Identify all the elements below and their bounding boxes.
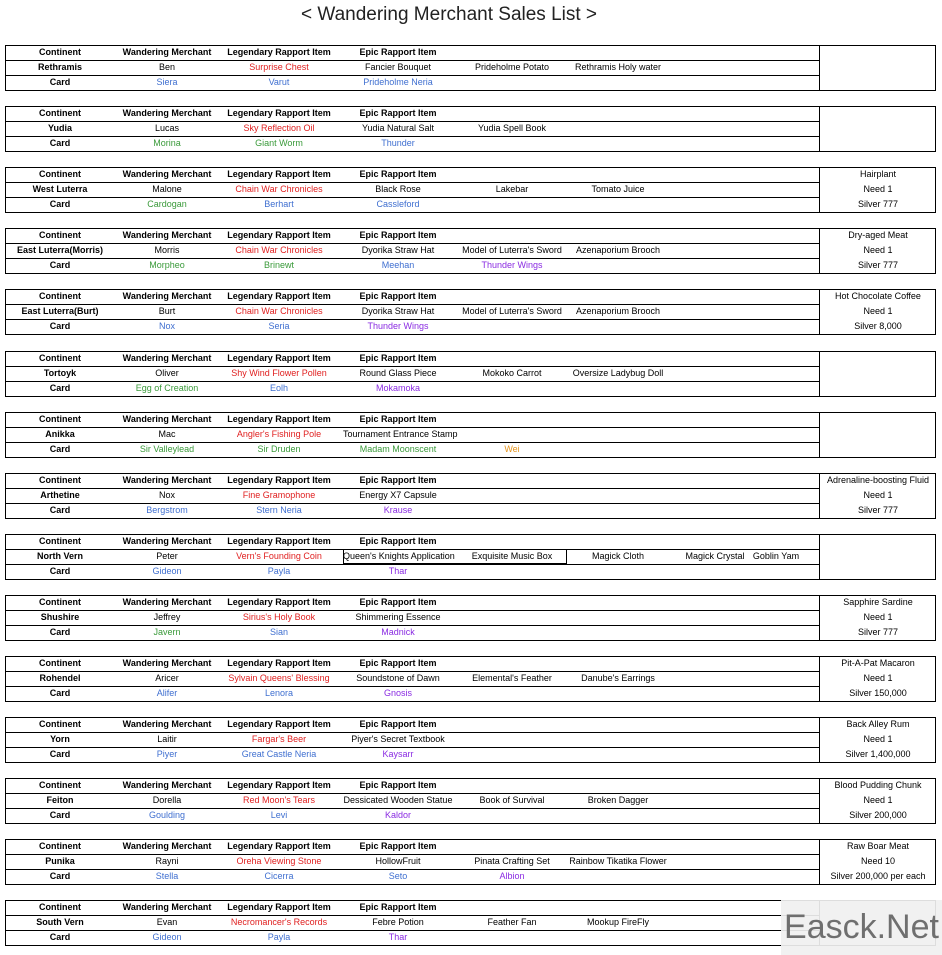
- legendary-item: Fargar's Beer: [251, 734, 307, 744]
- card-row: [5, 747, 820, 762]
- legendary-item: Chain War Chronicles: [235, 245, 323, 255]
- epic-item: Prideholme Potato: [474, 62, 550, 72]
- legendary-header: Legendary Rapport Item: [227, 902, 331, 912]
- continent-header: Continent: [39, 475, 81, 485]
- merchant-header: Wandering Merchant: [122, 658, 212, 668]
- item-row: [5, 732, 820, 747]
- merchant-header: Wandering Merchant: [122, 841, 212, 851]
- side-info: Silver 1,400,000: [845, 749, 911, 759]
- merchant-name: Jeffrey: [153, 612, 181, 622]
- card-label: Card: [49, 321, 71, 331]
- merchant-name: Oliver: [155, 368, 179, 378]
- card-name: Giant Worm: [255, 138, 303, 148]
- card-name: Thunder Wings: [481, 260, 543, 270]
- card-label: Card: [49, 77, 71, 87]
- side-info: Adrenaline-boosting Fluid: [826, 475, 930, 485]
- card-row: [5, 564, 820, 579]
- item-row: [5, 243, 820, 258]
- continent-name: Feiton: [46, 795, 74, 805]
- card-row: [5, 258, 820, 273]
- epic-item: Black Rose: [375, 184, 421, 194]
- item-row: [5, 671, 820, 686]
- header-row: [5, 595, 820, 610]
- card-name: Thunder Wings: [367, 321, 429, 331]
- card-name: Madnick: [381, 627, 415, 637]
- side-info: Raw Boar Meat: [846, 841, 910, 851]
- header-row: [5, 839, 820, 854]
- epic-header: Epic Rapport Item: [359, 719, 437, 729]
- card-label: Card: [49, 505, 71, 515]
- card-name: Levi: [270, 810, 288, 820]
- continent-header: Continent: [39, 780, 81, 790]
- item-row: [5, 121, 820, 136]
- card-label: Card: [49, 627, 71, 637]
- continent-name: East Luterra(Morris): [16, 245, 104, 255]
- legendary-item: Surprise Chest: [249, 62, 309, 72]
- header-row: [5, 45, 820, 60]
- legendary-header: Legendary Rapport Item: [227, 780, 331, 790]
- legendary-item: Red Moon's Tears: [242, 795, 316, 805]
- card-name: Eolh: [269, 383, 288, 393]
- side-info: Hairplant: [859, 169, 897, 179]
- epic-item: Dessicated Wooden Statue: [343, 795, 453, 805]
- header-row: [5, 167, 820, 182]
- merchant-block: [5, 839, 936, 885]
- card-label: Card: [49, 932, 71, 942]
- legendary-item: Angler's Fishing Pole: [236, 429, 322, 439]
- merchant-name: Laitir: [157, 734, 177, 744]
- epic-header: Epic Rapport Item: [359, 902, 437, 912]
- card-label: Card: [49, 688, 71, 698]
- header-row: [5, 900, 820, 915]
- card-name: Wei: [504, 444, 520, 454]
- card-row: [5, 136, 820, 151]
- card-name: Alifer: [156, 688, 178, 698]
- side-info: Need 1: [863, 306, 893, 316]
- card-name: Payla: [267, 566, 291, 576]
- continent-header: Continent: [39, 902, 81, 912]
- card-row: [5, 686, 820, 701]
- card-name: Thar: [388, 566, 408, 576]
- page-title: < Wandering Merchant Sales List >: [300, 4, 598, 25]
- epic-header: Epic Rapport Item: [359, 658, 437, 668]
- epic-header: Epic Rapport Item: [359, 108, 437, 118]
- header-row: [5, 228, 820, 243]
- merchant-header: Wandering Merchant: [122, 291, 212, 301]
- continent-name: North Vern: [36, 551, 83, 561]
- card-name: Prideholme Neria: [363, 77, 433, 87]
- merchant-block: [5, 412, 936, 458]
- merchant-header: Wandering Merchant: [122, 597, 212, 607]
- side-info: Silver 150,000: [849, 688, 907, 698]
- epic-item: Danube's Earrings: [581, 673, 655, 683]
- card-label: Card: [49, 260, 71, 270]
- epic-item: Model of Luterra's Sword: [462, 306, 562, 316]
- side-info: Back Alley Rum: [846, 719, 910, 729]
- item-row: [5, 304, 820, 319]
- card-name: Bergstrom: [146, 505, 188, 515]
- continent-name: Arthetine: [40, 490, 80, 500]
- card-name: Thunder: [381, 138, 415, 148]
- epic-item: Tomato Juice: [591, 184, 645, 194]
- header-row: [5, 473, 820, 488]
- merchant-block: [5, 106, 936, 152]
- card-label: Card: [49, 871, 71, 881]
- merchant-header: Wandering Merchant: [122, 108, 212, 118]
- continent-name: South Vern: [36, 917, 84, 927]
- merchant-name: Burt: [158, 306, 176, 316]
- epic-item: Broken Dagger: [587, 795, 649, 805]
- merchant-header: Wandering Merchant: [122, 902, 212, 912]
- card-row: [5, 625, 820, 640]
- side-info: Silver 777: [857, 505, 899, 515]
- epic-header: Epic Rapport Item: [359, 841, 437, 851]
- card-name: Sian: [269, 627, 288, 637]
- merchant-name: Malone: [152, 184, 182, 194]
- epic-header: Epic Rapport Item: [359, 47, 437, 57]
- header-row: [5, 656, 820, 671]
- card-name: Kaysarr: [382, 749, 414, 759]
- epic-item: Dyorika Straw Hat: [361, 245, 435, 255]
- card-name: Varut: [268, 77, 290, 87]
- card-name: Payla: [267, 932, 291, 942]
- card-name: Cassleford: [376, 199, 420, 209]
- side-info: Need 10: [860, 856, 896, 866]
- merchant-header: Wandering Merchant: [122, 719, 212, 729]
- merchant-block: [5, 289, 936, 335]
- header-row: [5, 351, 820, 366]
- side-info: Hot Chocolate Coffee: [835, 291, 921, 301]
- continent-header: Continent: [39, 597, 81, 607]
- card-row: [5, 381, 820, 396]
- item-row: [5, 488, 820, 503]
- side-info: Silver 777: [857, 199, 899, 209]
- legendary-item: Fine Gramophone: [242, 490, 316, 500]
- card-row: [5, 75, 820, 90]
- side-info: Need 1: [863, 795, 893, 805]
- epic-header: Epic Rapport Item: [359, 780, 437, 790]
- epic-header: Epic Rapport Item: [359, 414, 437, 424]
- item-row: [5, 427, 820, 442]
- header-row: [5, 717, 820, 732]
- header-row: [5, 412, 820, 427]
- card-name: Cicerra: [264, 871, 294, 881]
- merchant-block: [5, 717, 936, 763]
- card-label: Card: [49, 566, 71, 576]
- merchant-block: [5, 595, 936, 641]
- legendary-header: Legendary Rapport Item: [227, 414, 331, 424]
- merchant-block: [5, 656, 936, 702]
- card-name: Sir Druden: [257, 444, 301, 454]
- card-label: Card: [49, 383, 71, 393]
- epic-item: Yudia Natural Salt: [361, 123, 435, 133]
- epic-item: Mookup FireFly: [586, 917, 649, 927]
- card-name: Gideon: [152, 566, 182, 576]
- side-info: Blood Pudding Chunk: [834, 780, 922, 790]
- legendary-item: Chain War Chronicles: [235, 184, 323, 194]
- card-name: Meehan: [381, 260, 415, 270]
- continent-header: Continent: [39, 353, 81, 363]
- epic-item: Elemental's Feather: [472, 673, 552, 683]
- legendary-header: Legendary Rapport Item: [227, 47, 331, 57]
- side-info: Silver 200,000 per each: [830, 871, 926, 881]
- merchant-block: [5, 228, 936, 274]
- epic-item: Round Glass Piece: [359, 368, 437, 378]
- merchant-name: Morris: [154, 245, 180, 255]
- continent-header: Continent: [39, 47, 81, 57]
- merchant-block: [5, 473, 936, 519]
- legendary-header: Legendary Rapport Item: [227, 658, 331, 668]
- legendary-header: Legendary Rapport Item: [227, 841, 331, 851]
- card-label: Card: [49, 138, 71, 148]
- card-name: Cardogan: [147, 199, 187, 209]
- legendary-item: Chain War Chronicles: [235, 306, 323, 316]
- card-name: Nox: [158, 321, 175, 331]
- item-row: [5, 60, 820, 75]
- side-info: Need 1: [863, 245, 893, 255]
- merchant-block: [5, 167, 936, 213]
- continent-header: Continent: [39, 658, 81, 668]
- merchant-block: [5, 534, 936, 580]
- card-name: Seto: [388, 871, 408, 881]
- epic-item: Queen's Knights Application: [343, 551, 455, 561]
- continent-header: Continent: [39, 169, 81, 179]
- item-row: [5, 182, 820, 197]
- epic-item: Magick Crystal: [685, 551, 745, 561]
- merchant-name: Peter: [156, 551, 178, 561]
- side-info: Need 1: [863, 184, 893, 194]
- header-row: [5, 778, 820, 793]
- epic-item: Model of Luterra's Sword: [462, 245, 562, 255]
- header-row: [5, 289, 820, 304]
- side-info: Silver 8,000: [854, 321, 902, 331]
- epic-item: Rainbow Tikatika Flower: [569, 856, 667, 866]
- legendary-header: Legendary Rapport Item: [227, 597, 331, 607]
- epic-item: Soundstone of Dawn: [356, 673, 440, 683]
- side-info: Need 1: [863, 490, 893, 500]
- epic-group-outline: [343, 549, 567, 564]
- card-row: [5, 503, 820, 518]
- merchant-block: [5, 351, 936, 397]
- continent-header: Continent: [39, 536, 81, 546]
- continent-name: Punika: [45, 856, 75, 866]
- legendary-header: Legendary Rapport Item: [227, 291, 331, 301]
- card-name: Lenora: [264, 688, 294, 698]
- legendary-item: Sylvain Queens' Blessing: [228, 673, 330, 683]
- epic-header: Epic Rapport Item: [359, 597, 437, 607]
- header-row: [5, 106, 820, 121]
- card-name: Kaldor: [384, 810, 411, 820]
- merchant-block: [5, 778, 936, 824]
- merchant-name: Rayni: [155, 856, 179, 866]
- side-info: Need 1: [863, 734, 893, 744]
- merchant-header: Wandering Merchant: [122, 169, 212, 179]
- continent-name: Rethramis: [37, 62, 82, 72]
- epic-item: Dyorika Straw Hat: [361, 306, 435, 316]
- epic-item: Book of Survival: [479, 795, 545, 805]
- continent-name: Tortoyk: [43, 368, 77, 378]
- epic-header: Epic Rapport Item: [359, 475, 437, 485]
- legendary-item: Sky Reflection Oil: [243, 123, 315, 133]
- side-info: Sapphire Sardine: [843, 597, 913, 607]
- side-info: Silver 200,000: [849, 810, 907, 820]
- legendary-header: Legendary Rapport Item: [227, 169, 331, 179]
- continent-header: Continent: [39, 291, 81, 301]
- epic-item: Oversize Ladybug Doll: [572, 368, 664, 378]
- item-row: [5, 854, 820, 869]
- epic-header: Epic Rapport Item: [359, 230, 437, 240]
- legendary-header: Legendary Rapport Item: [227, 108, 331, 118]
- card-name: Berhart: [264, 199, 294, 209]
- merchant-header: Wandering Merchant: [122, 230, 212, 240]
- epic-item: Magick Cloth: [591, 551, 645, 561]
- legendary-item: Sirius's Holy Book: [242, 612, 316, 622]
- epic-item: Yudia Spell Book: [477, 123, 547, 133]
- card-name: Seria: [268, 321, 290, 331]
- epic-header: Epic Rapport Item: [359, 353, 437, 363]
- card-name: Goulding: [148, 810, 186, 820]
- merchant-name: Lucas: [154, 123, 180, 133]
- legendary-header: Legendary Rapport Item: [227, 536, 331, 546]
- legendary-item: Vern's Founding Coin: [236, 551, 322, 561]
- card-name: Albion: [499, 871, 525, 881]
- continent-header: Continent: [39, 108, 81, 118]
- merchant-header: Wandering Merchant: [122, 47, 212, 57]
- continent-header: Continent: [39, 841, 81, 851]
- epic-item: Piyer's Secret Textbook: [351, 734, 445, 744]
- legendary-header: Legendary Rapport Item: [227, 353, 331, 363]
- card-row: [5, 930, 820, 945]
- header-row: [5, 534, 820, 549]
- card-name: Sir Valleylead: [139, 444, 195, 454]
- card-row: [5, 869, 820, 884]
- card-row: [5, 808, 820, 823]
- card-name: Javern: [153, 627, 181, 637]
- card-label: Card: [49, 810, 71, 820]
- card-name: Piyer: [156, 749, 178, 759]
- merchant-header: Wandering Merchant: [122, 536, 212, 546]
- merchant-name: Evan: [156, 917, 178, 927]
- epic-item: Feather Fan: [487, 917, 537, 927]
- epic-item: Exquisite Music Box: [471, 551, 553, 561]
- watermark: Easck.Net: [781, 900, 942, 955]
- card-name: Siera: [156, 77, 178, 87]
- card-name: Gideon: [152, 932, 182, 942]
- legendary-item: Oreha Viewing Stone: [236, 856, 322, 866]
- epic-item: Energy X7 Capsule: [359, 490, 437, 500]
- epic-header: Epic Rapport Item: [359, 169, 437, 179]
- card-name: Morpheo: [149, 260, 185, 270]
- card-name: Egg of Creation: [135, 383, 199, 393]
- continent-name: Shushire: [40, 612, 80, 622]
- side-info: Silver 777: [857, 627, 899, 637]
- merchant-name: Mac: [158, 429, 176, 439]
- side-info: Need 1: [863, 673, 893, 683]
- card-name: Stern Neria: [256, 505, 302, 515]
- merchant-name: Ben: [158, 62, 175, 72]
- legendary-header: Legendary Rapport Item: [227, 719, 331, 729]
- legendary-header: Legendary Rapport Item: [227, 230, 331, 240]
- card-label: Card: [49, 444, 71, 454]
- epic-item: Rethramis Holy water: [574, 62, 662, 72]
- card-label: Card: [49, 199, 71, 209]
- merchant-block: [5, 45, 936, 91]
- continent-name: Yorn: [50, 734, 70, 744]
- epic-item: Lakebar: [495, 184, 529, 194]
- continent-header: Continent: [39, 230, 81, 240]
- card-name: Morina: [153, 138, 181, 148]
- legendary-header: Legendary Rapport Item: [227, 475, 331, 485]
- continent-name: Rohendel: [39, 673, 81, 683]
- merchant-header: Wandering Merchant: [122, 353, 212, 363]
- item-row: [5, 793, 820, 808]
- side-info: Silver 777: [857, 260, 899, 270]
- card-name: Krause: [383, 505, 413, 515]
- epic-item: Azenaporium Brooch: [575, 306, 661, 316]
- continent-header: Continent: [39, 414, 81, 424]
- merchant-name: Dorella: [152, 795, 182, 805]
- epic-item: Febre Potion: [372, 917, 424, 927]
- legendary-item: Necromancer's Records: [230, 917, 328, 927]
- merchant-header: Wandering Merchant: [122, 475, 212, 485]
- continent-name: West Luterra: [32, 184, 88, 194]
- card-name: Gnosis: [383, 688, 412, 698]
- epic-item: Azenaporium Brooch: [575, 245, 661, 255]
- continent-name: Anikka: [45, 429, 75, 439]
- card-row: [5, 197, 820, 212]
- epic-item: Goblin Yam: [752, 551, 800, 561]
- merchant-header: Wandering Merchant: [122, 414, 212, 424]
- card-name: Great Castle Neria: [241, 749, 317, 759]
- card-label: Card: [49, 749, 71, 759]
- epic-header: Epic Rapport Item: [359, 291, 437, 301]
- side-info: Pit-A-Pat Macaron: [841, 658, 915, 668]
- card-name: Madam Moonscent: [359, 444, 437, 454]
- card-name: Thar: [388, 932, 408, 942]
- epic-item: Shimmering Essence: [355, 612, 441, 622]
- side-info: Need 1: [863, 612, 893, 622]
- card-name: Brinewt: [263, 260, 294, 270]
- merchant-name: Nox: [158, 490, 175, 500]
- card-row: [5, 319, 820, 334]
- item-row: [5, 549, 820, 564]
- epic-header: Epic Rapport Item: [359, 536, 437, 546]
- merchant-header: Wandering Merchant: [122, 780, 212, 790]
- epic-item: HollowFruit: [375, 856, 421, 866]
- card-row: [5, 442, 820, 457]
- epic-item: Pinata Crafting Set: [474, 856, 550, 866]
- epic-item: Fancier Bouquet: [364, 62, 432, 72]
- merchant-name: Aricer: [155, 673, 179, 683]
- side-info: Dry-aged Meat: [848, 230, 908, 240]
- epic-item: Tournament Entrance Stamp: [343, 429, 458, 439]
- continent-name: East Luterra(Burt): [21, 306, 99, 316]
- continent-name: Yudia: [47, 123, 72, 133]
- item-row: [5, 915, 820, 930]
- continent-header: Continent: [39, 719, 81, 729]
- epic-item: Mokoko Carrot: [482, 368, 542, 378]
- item-row: [5, 366, 820, 381]
- card-name: Stella: [155, 871, 179, 881]
- card-name: Mokamoka: [375, 383, 420, 393]
- item-row: [5, 610, 820, 625]
- legendary-item: Shy Wind Flower Pollen: [231, 368, 327, 378]
